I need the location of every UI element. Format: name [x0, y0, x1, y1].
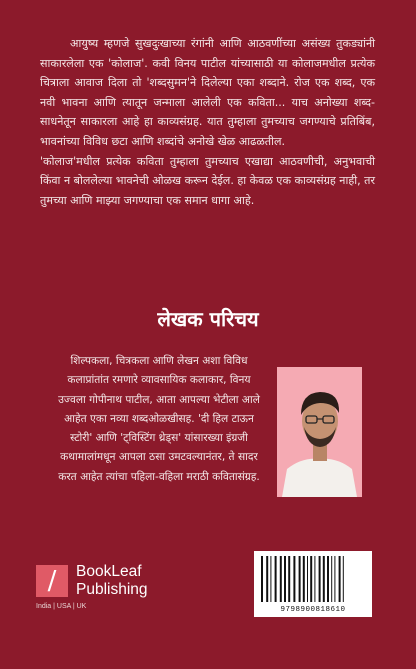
publisher-name-line2: Publishing	[76, 581, 148, 598]
barcode-bars	[260, 556, 366, 602]
author-bio: शिल्पकला, चित्रकला आणि लेखन अशा विविध कलाप्रांतांत रमणारे व्यावसायिक कलाकार, विनय उज्वला गोपीनाथ पाटील, आता आपल्या भेटीला आले आहेत एका नव्या शब्दओळखीसह. 'दी हिल टाऊन स्टोरी' आणि 'ट्विस्टिंग थ्रेड्स' यांसारख्या इंग्रजी कथामालांमधून आपला ठसा उमटवल्यानंतर, ते सादर करत आहेत त्यांचा पहिला-वहिला मराठी कवितासंग्रह.	[58, 355, 260, 483]
barcode-bar	[323, 556, 325, 602]
barcode-bar	[327, 556, 329, 602]
barcode-bar	[310, 556, 312, 602]
barcode-bar	[270, 556, 271, 602]
barcode-bar	[280, 556, 282, 602]
isbn-number: 9798900818610	[280, 606, 346, 614]
barcode-bar	[275, 556, 277, 602]
barcode-bar	[307, 556, 308, 602]
barcode-bar	[288, 556, 290, 602]
barcode-bar	[319, 556, 321, 602]
blurb-paragraph-1: आयुष्य म्हणजे सुखदुःखाच्या रंगांनी आणि आठवणींच्या असंख्य तुकड्यांनी साकारलेला एक 'कोलाज'. कवी विनय पाटील यांच्यासाठी या कोलाजमधील प्रत्येक चित्राला आवाज दिला तो 'शब्दसुमन'ने दिलेल्या एका शब्दाने. रोज एक शब्द, एक नवी भावना आणि त्यातून जन्माला आलेली एक कविता... याच अनोख्या शब्द-साधनेतून साकारला आहे हा काव्यसंग्रह. यात तुम्हाला तुमच्याच जगण्याचे प्रतिबिंब, भावनांच्या विविध छटा आणि शब्दांचे अनोखे खेळ आढळतील.	[40, 37, 375, 148]
barcode-bar	[303, 556, 305, 602]
barcode-bar	[284, 556, 286, 602]
barcode-bar	[331, 556, 332, 602]
barcode-bar	[299, 556, 301, 602]
barcode-bar	[343, 556, 344, 602]
blurb-paragraph-2: 'कोलाज'मधील प्रत्येक कविता तुम्हाला तुमच्याच एखाद्या आठवणीची, अनुभवाची किंवा न बोललेल्या भावनेची ओळख करून देईल. हा केवळ एक काव्यसंग्रह नाही, तर तुमच्या आणि माझ्या जगण्याचा एक समान धागा आहे.	[40, 154, 375, 207]
barcode-bar	[334, 556, 335, 602]
author-photo	[277, 367, 362, 497]
publisher-name	[76, 563, 148, 599]
barcode-bar	[339, 556, 341, 602]
publisher-regions: India | USA | UK	[36, 603, 87, 610]
barcode-bar	[266, 556, 268, 602]
isbn-barcode	[254, 551, 372, 617]
publisher-mark-icon: /	[36, 565, 68, 597]
publisher-name-line1: BookLeaf	[76, 563, 142, 580]
barcode-bar	[293, 556, 295, 602]
barcode-bar	[261, 556, 263, 602]
back-cover-blurb	[40, 34, 375, 210]
author-section-heading: लेखक परिचय	[157, 307, 259, 331]
barcode-bar	[314, 556, 315, 602]
